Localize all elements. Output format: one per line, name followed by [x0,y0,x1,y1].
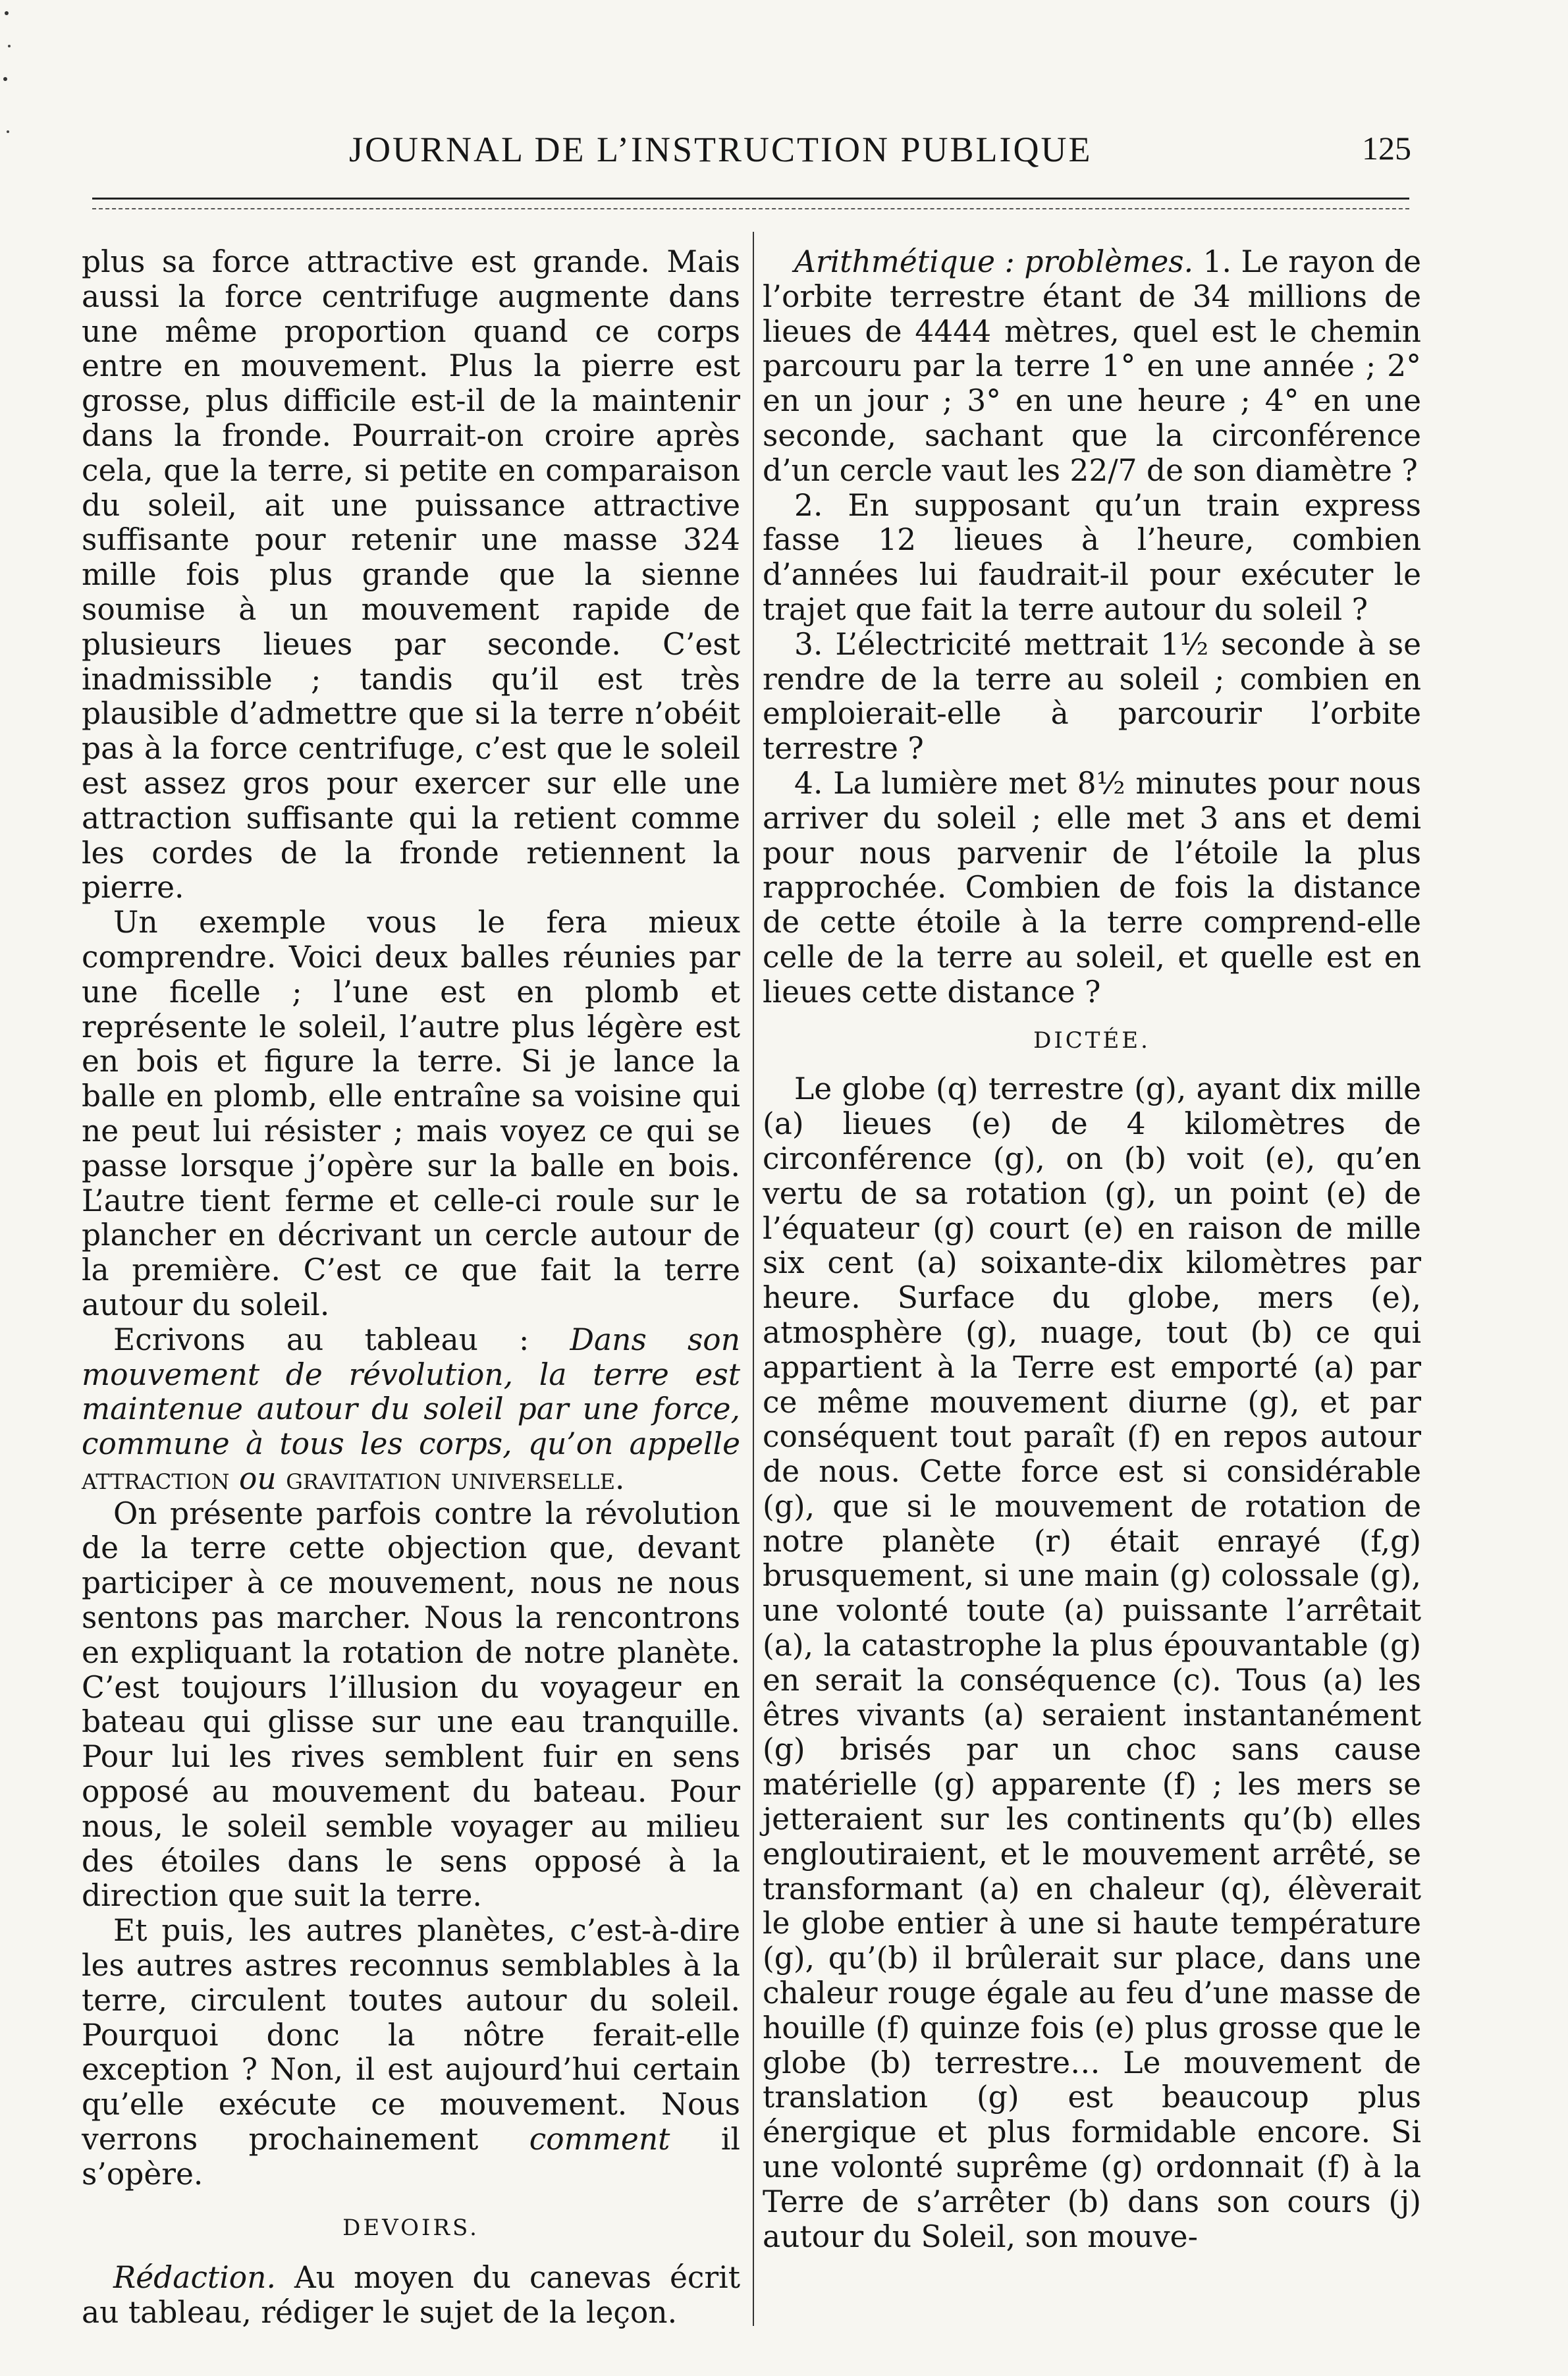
dictee-text: Le globe (q) terrestre (g), ayant dix mille (a) lieues (e) de 4 kilomètres de circonférence (g), on (b) voit (e), qu’en vertu de sa rotation (g), un point (e) de l’équateur (g) court (e) en raison de mille six cent (a) soixante-dix kilomètres par heure. Surface du globe, mers (e), atmosphère (g), nuage, tout (b) ce qui appartient à la Terre est emporté (a) par ce même mouvement diurne (g), et par conséquent tout paraît (f) en repos autour de nous. Cette force est si considérable (g), que si le mouvement de rotation de notre planète (r) était enrayé (f,g) brusquement, si une main (g) colossale (g), une volonté toute (a) puissante l’arrêtait (a), la catastrophe la plus épouvantable (g) en serait la conséquence (c). Tous (a) les êtres vivants (a) seraient instantanément (g) brisés par un choc sans cause matérielle (g) apparente (f) ; les mers se jetteraient sur les continents qu’(b) elles engloutiraient, et le mouvement arrêté, se transformant (a) en chaleur (q), élèverait le globe entier à une si haute température (g), qu’(b) il brûlerait sur place, dans une chaleur rouge égale au feu d’une masse de houille (f) quinze fois (e) plus grosse que le globe (b) terrestre… Le mouvement de translation (g) est beaucoup plus énergique et plus formidable encore. Si une volonté suprême (g) ordonnait (f) à la Terre de s’arrêter (b) dans son cours (j) autour du Soleil, son mouve- [763,1071,1421,2254]
dictee-heading: DICTÉE. [1033,1027,1150,1054]
comment-word: comment [529,2122,670,2157]
attraction-term: attraction [82,1461,230,1496]
paragraph-exemple-balles: Un exemple vous le fera mieux comprendre. Voici deux balles réunies par une ficelle ; l’une est en plomb et représente le soleil, l’autre plus légère est en bois et figure la terre. Si je lance la balle en plomb, elle entraîne sa voisine qui ne peut lui résister ; mais voyez ce qui se passe lorsque j’opère sur la balle en bois. L’autre tient ferme et celle-ci roule sur le plancher en décrivant un cercle autour de la première. C’est ce que fait la terre autour du soleil. [82,905,740,1322]
problem-1-text: 1. Le rayon de l’orbite terrestre étant de 34 millions de lieues de 4444 mètres, quel est le chemin parcouru par la terre 1° en une année ; 2° en un jour ; 3° en une heure ; 4° en une seconde, sachant que la circonférence d’un cercle vaut les 22/7 de son diamètre ? [763,244,1421,488]
left-column [82,245,740,2331]
autres-planetes-end: il s’opère. [82,2122,740,2192]
autres-planetes-text: Et puis, les autres planètes, c’est-à-dire les autres astres reconnus semblables à la terre, circulent toutes autour du soleil. Pourquoi donc la nôtre ferait-elle exception ? Non, il est aujourd’hui certain qu’elle exécute ce mouvement. Nous verrons prochainement [82,1913,740,2157]
devoirs-heading: DEVOIRS. [342,2214,479,2241]
paragraph-redaction [82,2261,740,2331]
journal-title: JOURNAL DE L’INSTRUCTION PUBLIQUE [349,130,1093,169]
ou-word: ou [239,1461,277,1496]
paragraph-autres-planetes [82,1914,740,2192]
arithmetique-label: Arithmétique : problèmes. [794,244,1194,279]
problem-1 [763,245,1421,489]
paragraph-force-centrifuge: plus sa force attractive est grande. Mais aussi la force centrifuge augmente dans une même proportion quand ce corps entre en mouvement. Plus la pierre est grosse, plus difficile est-il de la maintenir dans la fronde. Pourrait-on croire après cela, que la terre, si petite en comparaison du soleil, ait une puissance attractive suffisante pour retenir une masse 324 mille fois plus grande que la sienne soumise à un mouvement rapide de plusieurs lieues par seconde. C’est inadmissible ; tandis qu’il est très plausible d’admettre que si la terre n’obéit pas à la force centrifuge, c’est que le soleil est assez gros pour exercer sur elle une attraction suffisante qui la retient comme les cordes de la fronde retiennent la pierre. [82,244,740,905]
ecrivons-italic: Dans son mouvement de révolution, la terre est maintenue autour du soleil par une force, commune à tous les corps, qu’on appelle [82,1322,740,1462]
page-number: 125 [1362,130,1411,167]
header-rule [92,198,1409,200]
column-divider [753,232,754,2326]
problem-2: 2. En supposant qu’un train express fasse 12 lieues à l’heure, combien d’années lui faudrait-il pour exécuter le trajet que fait la terre autour du soleil ? [763,487,1421,627]
right-column [763,245,1421,2254]
paragraph-objection: On présente parfois contre la révolution de la terre cette objection que, devant participer à ce mouvement, nous ne nous sentons pas marcher. Nous la rencontrons en expliquant la rotation de notre planète. C’est toujours l’illusion du voyageur en bateau qui glisse sur une eau tranquille. Pour lui les rives semblent fuir en sens opposé au mouvement du bateau. Pour nous, le soleil semble voyager au milieu des étoiles dans le sens opposé à la direction que suit la terre. [82,1496,740,1914]
header-rule-dashed [92,208,1409,209]
redaction-label: Rédaction. [113,2260,276,2296]
redaction-text: Au moyen du canevas écrit au tableau, rédiger le sujet de la leçon. [82,2260,740,2331]
ecrivons-intro: Ecrivons au tableau : [113,1322,570,1357]
problem-3: 3. L’électricité mettrait 1½ seconde à se rendre de la terre au soleil ; combien en emploierait-elle à parcourir l’orbite terrestre ? [763,626,1421,767]
running-head [0,129,1568,182]
gravitation-term: gravitation universelle. [286,1461,625,1496]
paragraph-ecrivons [82,1323,740,1497]
problem-4: 4. La lumière met 8½ minutes pour nous arriver du soleil ; elle met 3 ans et demi pour nous parvenir de l’étoile la plus rapprochée. Combien de fois la distance de cette étoile à la terre comprend-elle celle de la terre au soleil, et quelle est en lieues cette distance ? [763,765,1421,1010]
